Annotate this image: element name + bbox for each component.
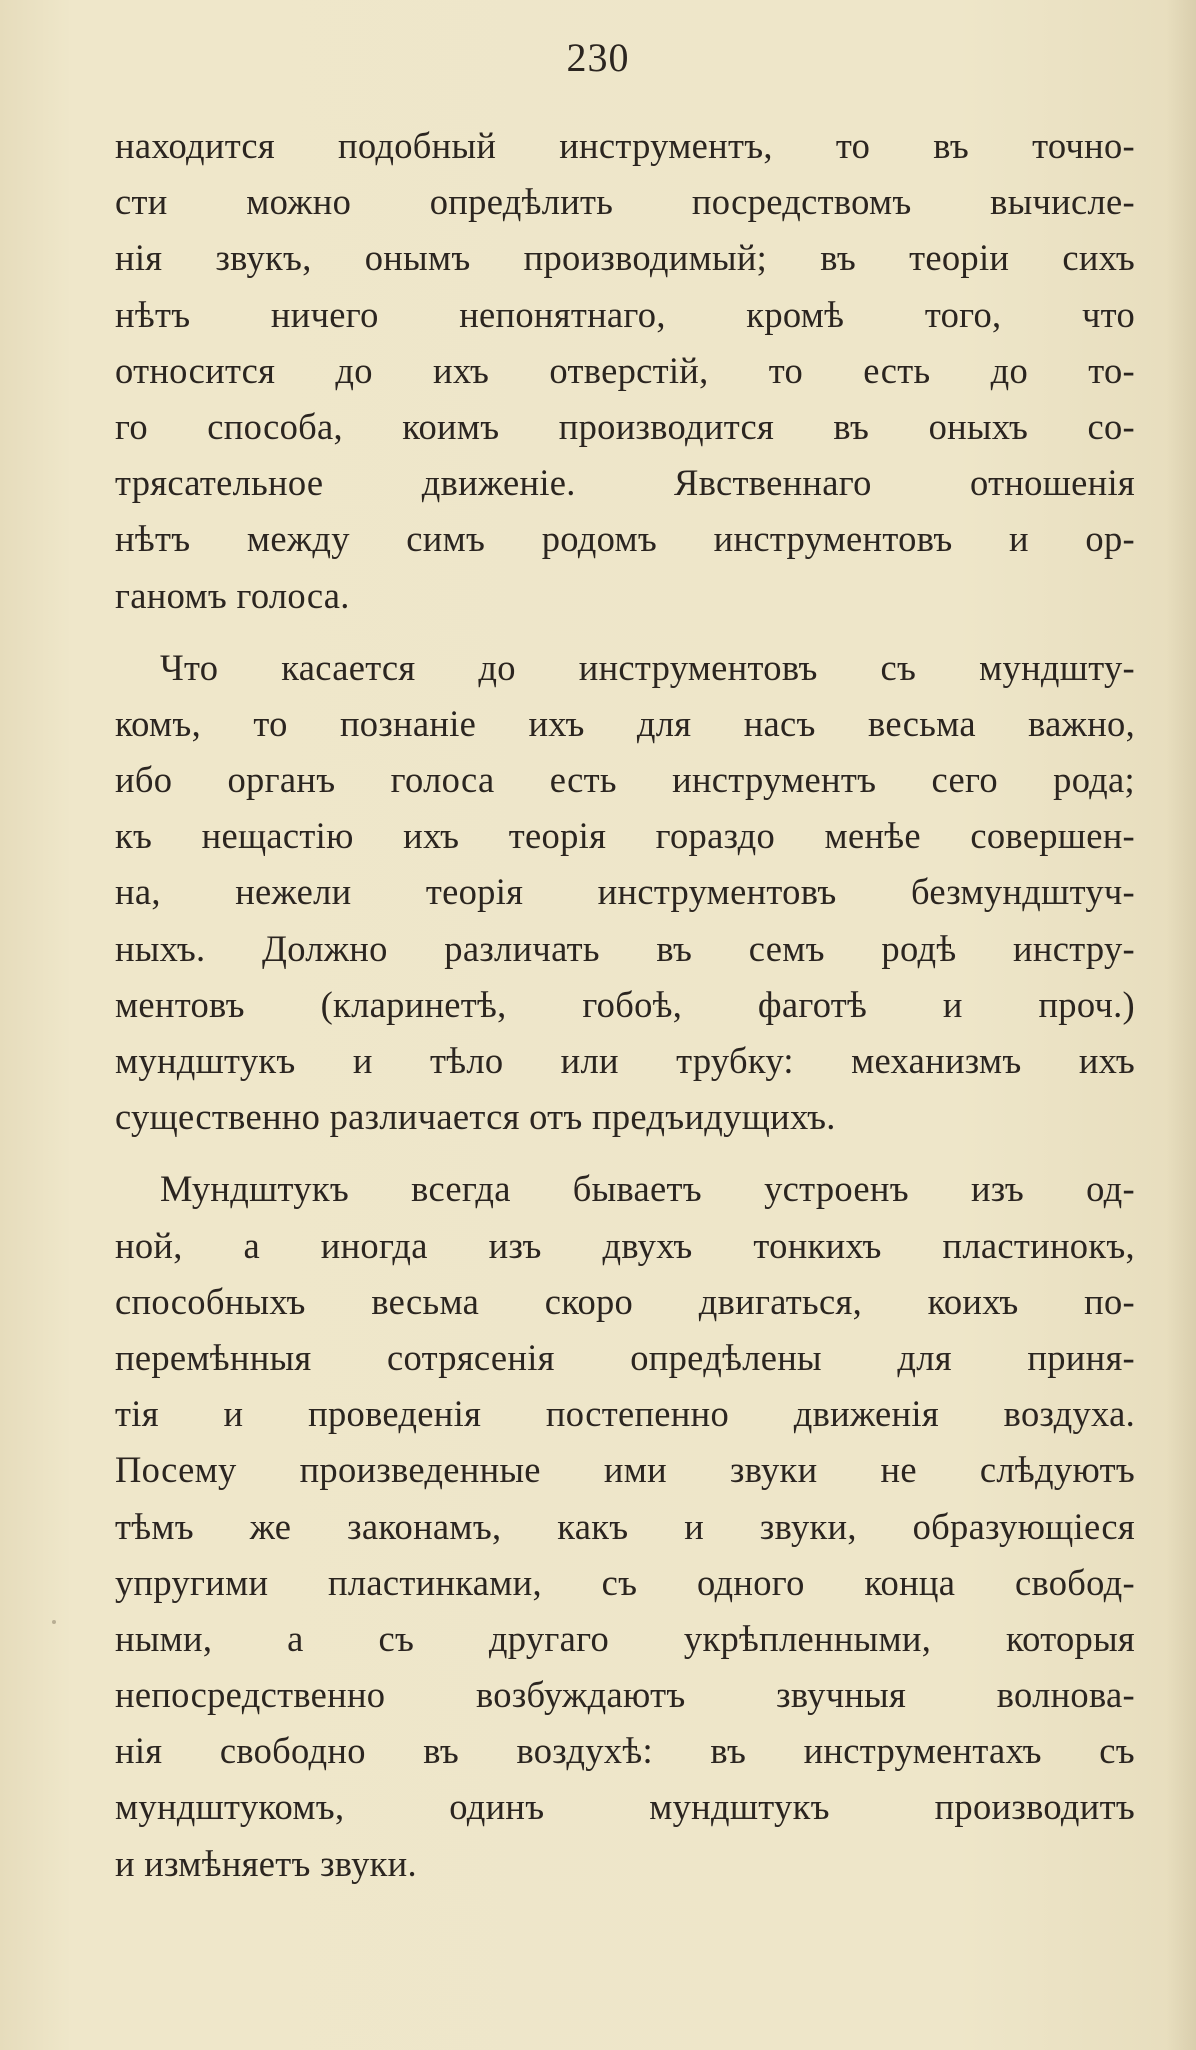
text-line: нія звукъ, онымъ производимый; въ теоріи сихъ — [115, 237, 1135, 279]
text-line: существенно различается отъ предъидущихъ. — [115, 1096, 836, 1138]
text-line: трясательное движеніе. Явственнаго отношенія — [115, 462, 1135, 504]
text-line: и измѣняетъ звуки. — [115, 1842, 417, 1884]
text-line: къ нещастію ихъ теорія гораздо менѣе совершен- — [115, 815, 1135, 857]
text-line: Посему произведенные ими звуки не слѣдуютъ — [115, 1449, 1135, 1491]
paragraph-1 — [115, 118, 1135, 624]
text-line: Мундштукъ всегда бываетъ устроенъ изъ од- — [160, 1168, 1135, 1210]
text-line: ными, а съ другаго укрѣпленными, которыя — [115, 1617, 1135, 1659]
text-line: находится подобный инструментъ, то въ точно- — [115, 125, 1135, 166]
text-line: нѣтъ между симъ родомъ инструментовъ и ор- — [115, 518, 1135, 560]
text-line: ныхъ. Должно различать въ семъ родѣ инстру- — [115, 927, 1135, 969]
text-line: го способа, коимъ производится въ оныхъ со- — [115, 405, 1135, 447]
text-line: нія свободно въ воздухѣ: въ инструментахъ съ — [115, 1730, 1135, 1772]
text-line: Что касается до инструментовъ съ мундшту- — [160, 646, 1135, 688]
text-line: мундштукъ и тѣло или трубку: механизмъ ихъ — [115, 1040, 1135, 1081]
page-number: 230 — [566, 35, 630, 80]
text-line: непосредственно возбуждаютъ звучныя волнова- — [115, 1674, 1135, 1716]
text-line: ной, а иногда изъ двухъ тонкихъ пластинокъ, — [115, 1224, 1135, 1266]
body-text — [115, 118, 1135, 1908]
text-line: комъ, то познаніе ихъ для насъ весьма важно, — [115, 702, 1135, 744]
text-line: перемѣнныя сотрясенія опредѣлены для приня- — [115, 1336, 1135, 1378]
text-line: нѣтъ ничего непонятнаго, кромѣ того, что — [115, 293, 1135, 335]
text-line: ибо органъ голоса есть инструментъ сего рода; — [115, 759, 1135, 801]
paper-speck — [52, 1620, 56, 1624]
text-line: мундштукомъ, одинъ мундштукъ производитъ — [115, 1786, 1135, 1828]
paragraph-3 — [115, 1161, 1135, 1891]
paragraph-2 — [115, 640, 1135, 1146]
text-line: относится до ихъ отверстій, то есть до то- — [115, 349, 1135, 391]
text-line: способныхъ весьма скоро двигаться, коихъ по- — [115, 1280, 1135, 1322]
text-line: ментовъ (кларинетѣ, гобоѣ, фаготѣ и проч.) — [115, 983, 1135, 1025]
text-line: сти можно опредѣлить посредствомъ вычисле- — [115, 181, 1135, 223]
text-line: ганомъ голоса. — [115, 574, 350, 616]
text-line: на, нежели теорія инструментовъ безмундштуч- — [115, 871, 1135, 913]
page-edge-shadow — [1166, 0, 1196, 2050]
text-line: тѣмъ же законамъ, какъ и звуки, образующіеся — [115, 1505, 1135, 1547]
text-line: упругими пластинками, съ одного конца свобод- — [115, 1561, 1135, 1603]
text-line: тія и проведенія постепенно движенія воздуха. — [115, 1393, 1135, 1435]
